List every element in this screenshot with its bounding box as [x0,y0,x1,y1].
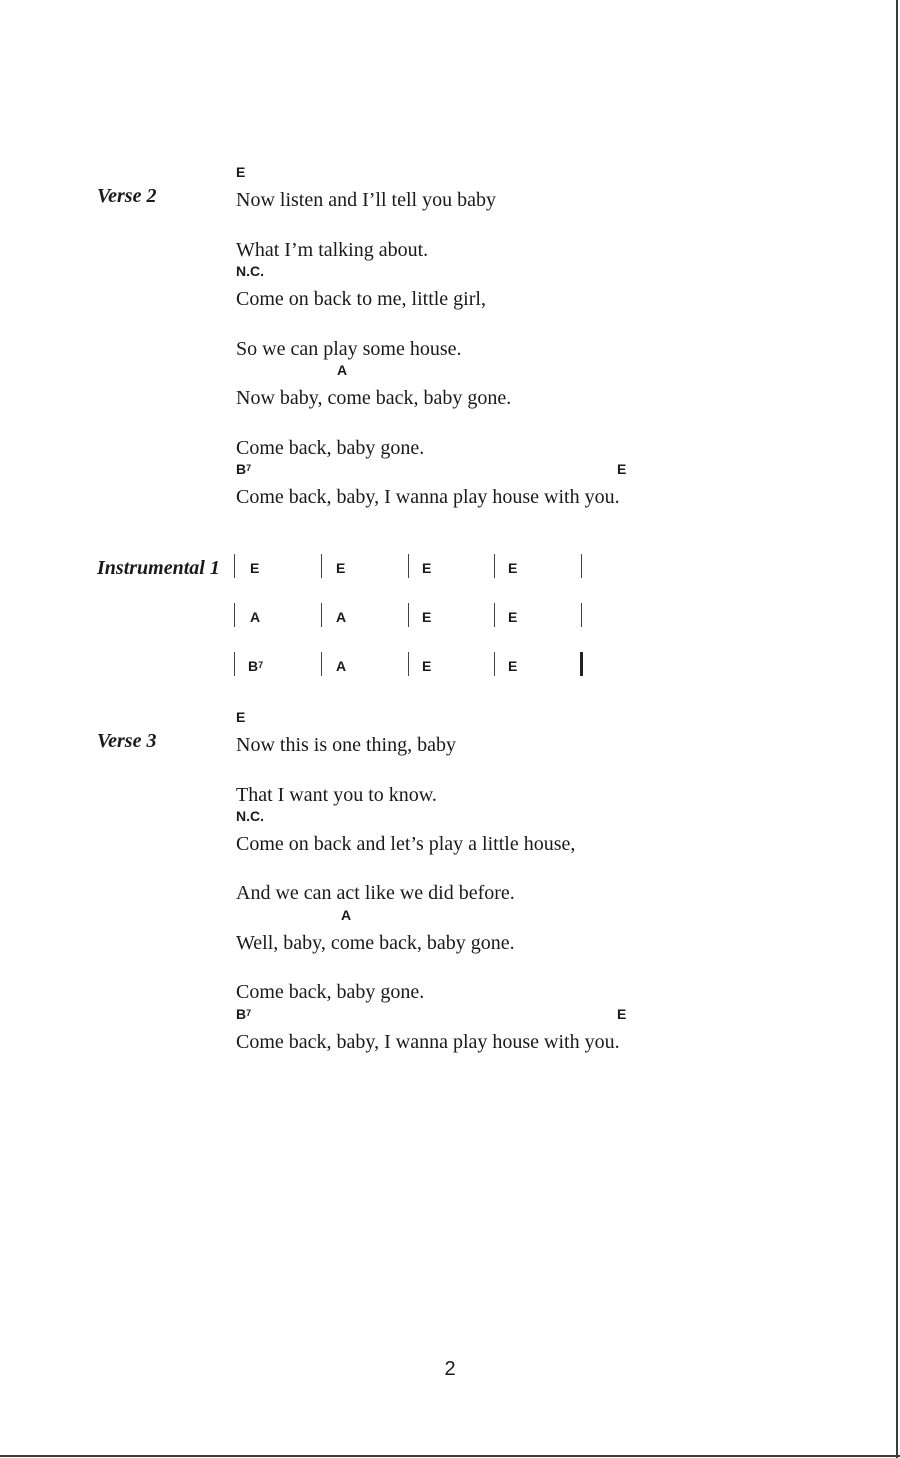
lyric-line: What I’m talking about. [236,239,429,261]
instrumental-bar-row-3 [234,652,586,680]
bar-chord: E [336,560,346,576]
chord [236,1006,251,1022]
verse-3-label: Verse 3 [97,730,157,752]
chord: A [337,362,348,378]
bar-chord: E [422,609,432,625]
barline [494,652,495,676]
barline [408,652,409,676]
bar-chord: E [422,560,432,576]
barline [494,554,495,578]
chord: E [617,1006,627,1022]
lyric-line: Come back, baby, I wanna play house with you. [236,1031,620,1053]
bar-chord: A [250,609,261,625]
page-number: 2 [444,1358,456,1380]
bar-chord: E [422,658,432,674]
lyric-line: Now baby, come back, baby gone. [236,387,512,409]
bar-chord: E [250,560,260,576]
chord: N.C. [236,263,264,279]
lyric-line: Come back, baby, I wanna play house with you. [236,486,620,508]
instrumental-1-label: Instrumental 1 [97,557,220,579]
chord-extension: 7 [258,660,264,670]
lyric-line: Now listen and I’ll tell you baby [236,189,496,211]
chord: E [617,461,627,477]
page-frame-right [896,0,898,1458]
chord: N.C. [236,808,264,824]
lyric-line: Well, baby, come back, baby gone. [236,932,515,954]
bar-chord: E [508,609,518,625]
chord-extension: 7 [246,1008,252,1018]
lyric-line: Come on back and let’s play a little house, [236,833,576,855]
barline [494,603,495,627]
chord-root: B [236,1006,247,1022]
barline [234,603,235,627]
lyric-line: Come on back to me, little girl, [236,288,486,310]
bar-chord: A [336,609,347,625]
instrumental-bar-row-2 [234,603,586,631]
barline [408,603,409,627]
bar-chord: E [508,658,518,674]
barline [321,603,322,627]
lyric-line: So we can play some house. [236,338,462,360]
chord: E [236,164,246,180]
barline [234,652,235,676]
lyric-line: Come back, baby gone. [236,981,425,1003]
chord-extension: 7 [246,463,252,473]
final-barline [580,652,583,676]
barline [408,554,409,578]
instrumental-bar-row-1 [234,554,586,582]
chord-root: B [236,461,247,477]
barline [234,554,235,578]
chord-root: B [248,658,259,674]
barline [581,603,582,627]
lyric-line: Come back, baby gone. [236,437,425,459]
bar-chord [248,658,263,674]
chord: E [236,709,246,725]
barline [321,554,322,578]
lyric-line: Now this is one thing, baby [236,734,456,756]
lyric-line: And we can act like we did before. [236,882,515,904]
bar-chord: A [336,658,347,674]
lyric-line: That I want you to know. [236,784,437,806]
chord [236,461,251,477]
chord: A [341,907,352,923]
barline [581,554,582,578]
page-frame-bottom [0,1455,900,1457]
verse-2-label: Verse 2 [97,185,157,207]
bar-chord: E [508,560,518,576]
barline [321,652,322,676]
